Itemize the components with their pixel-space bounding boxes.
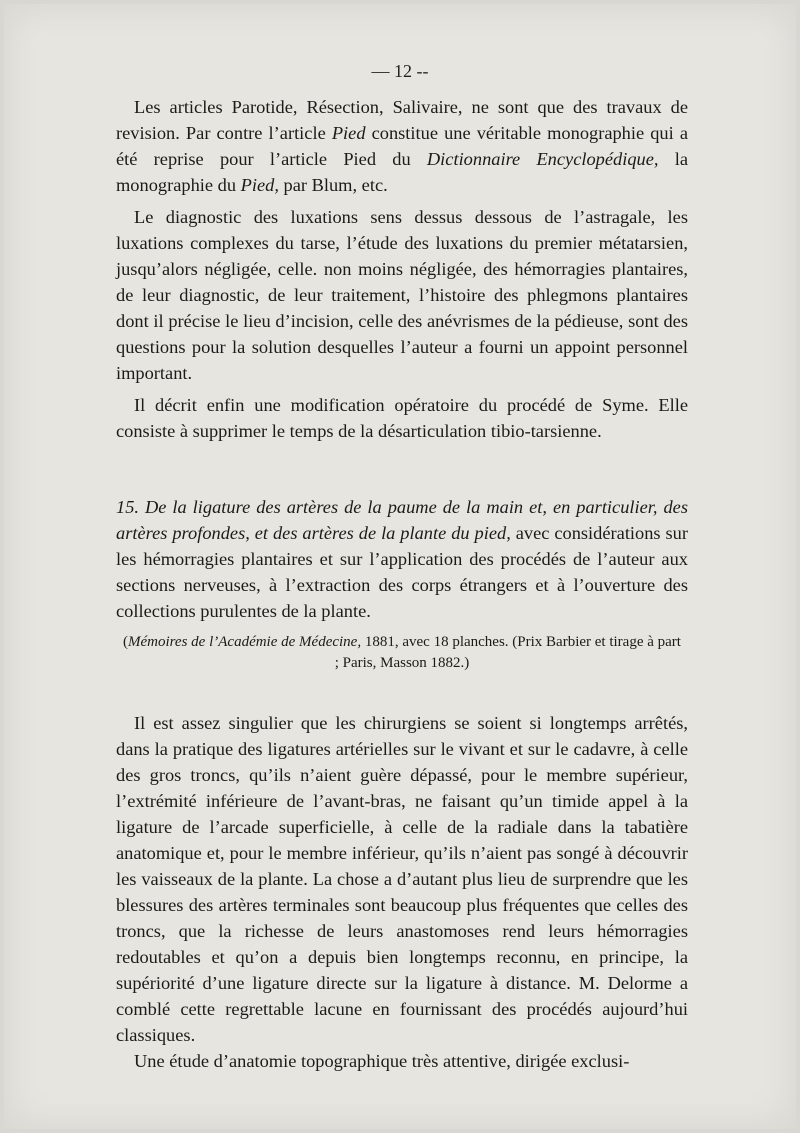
body-text-top [116,94,688,444]
paragraph-anatomie: Une étude d’anatomie topographique très attentive, dirigée exclusi- [134,1051,630,1071]
body-text-bottom [116,710,688,1074]
reference-open: ( [123,634,128,650]
para1-text-e: la monographie du [116,149,688,195]
para1-text-g: par Blum, etc. [278,175,388,195]
entry-15-title [116,494,688,624]
paragraph-syme: Il décrit enfin une modification opératoire du procédé de Syme. Elle consiste à supprimer le temps de la désarticulation tibio-tarsienne. [116,395,688,441]
entry-number: 15. [116,497,139,517]
entry-15 [116,494,688,674]
reference-details: 1881, avec 18 planches. (Prix Barbier et tirage à part ; Paris, Masson 1882.) [334,634,681,671]
page-number: — 12 -- [371,61,429,81]
paragraph-diagnostic: Le diagnostic des luxations sens dessus dessous de l’astragale, les luxations complexes du tarse, l’étude des luxations du premier métatarsien, jusqu’alors négligée, celle. non moins négligée, des hémorragies plantaires, de leur diagnostic, de leur traitement, l’histoire des phlegmons plantaires dont il précise le lieu d’incision, celle des anévrismes de la pédieuse, sont des questions pour la solution desquelles l’auteur a fourni un appoint personnel important. [116,207,688,383]
paragraph-ligatures: Il est assez singulier que les chirurgiens se soient si longtemps arrêtés, dans la pratique des ligatures artérielles sur le vivant et sur le cadavre, à celle des gros troncs, qu’ils n’aient guère dépassé, pour le membre supérieur, l’extrémité inférieure de l’avant-bras, ne faisant qu’un timide appel à la ligature de l’arcade superficielle, à celle de la radiale dans la tabatière anatomique et, pour le membre inférieur, qu’ils n’aient pas songé à découvrir les vaisseaux de la plante. La chose a d’autant plus lieu de surprendre que les blessures des artères terminales sont beaucoup plus fréquentes que celles des troncs, que la richesse de leurs anastomoses rend leurs hémorragies redoutables et qu’on a depuis bien longtemps reconnu, en principe, la supériorité d’une ligature directe sur la ligature à distance. M. Delorme a comblé cette regrettable lacune en fournissant des procédés aujourd’hui classiques. [116,713,688,1045]
para1-text-dictionnaire: Dictionnaire Encyclopédique, [426,149,659,169]
para1-text-pied: Pied [331,123,366,143]
para1-text-a: Les articles Parotide, Résection, Salivaire, ne sont que des travaux de revision. Par contre l’article [116,97,688,143]
entry-title-italic: De la ligature des artères de la paume de la main et, en particulier, des artères profondes, et des artères de la plante du pied, [116,497,688,543]
entry-title-rest: avec considérations sur les hémorragies plantaires et sur l’application des procédés de l’auteur aux sections nerveuses, à l’extraction des corps étrangers et à l’ouverture des collections purulentes de la plante. [116,523,688,621]
entry-15-reference [116,632,688,674]
paragraph-articles [116,94,688,198]
para1-text-c: constitue une véritable monographie qui a été reprise pour l’article Pied du [116,123,688,169]
para1-text-pied2: Pied, [240,175,279,195]
reference-journal: Mémoires de l’Académie de Médecine, [128,634,362,650]
